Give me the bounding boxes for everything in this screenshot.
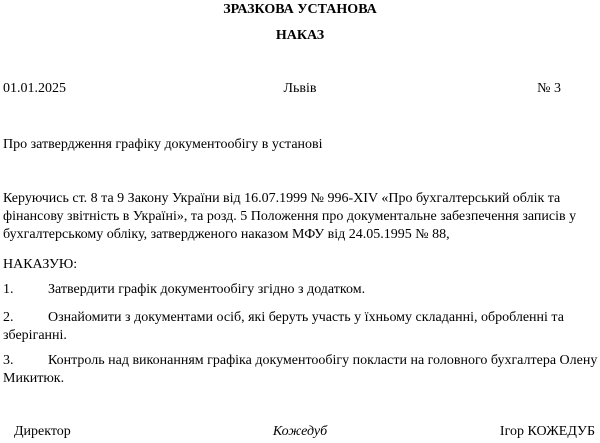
preamble-line: Керуючись ст. 8 та 9 Закону України від 16.07.1999 № 996-XIV «Про бухгалтерський облік та <box>3 191 561 206</box>
order-item-text: Контроль над виконанням графіка документообігу покласти на головного бухгалтера Олену <box>48 353 598 368</box>
document-subject: Про затвердження графіку документообігу в установі <box>3 137 323 152</box>
preamble-line: фінансову звітність в Україні», та розд. 5 Положення про документальне забезпечення записів у <box>3 209 577 224</box>
document-number: № 3 <box>537 81 561 96</box>
document-type-title: НАКАЗ <box>275 28 325 43</box>
order-heading: НАКАЗУЮ: <box>3 257 78 272</box>
order-item-number: 1. <box>3 282 14 297</box>
order-item-number: 2. <box>3 310 14 325</box>
order-item-number: 3. <box>3 353 14 368</box>
preamble-paragraph <box>3 190 583 244</box>
signatory-name: Ігор КОЖЕДУБ <box>499 424 595 439</box>
preamble-line: бухгалтерському обліку, затвердженого наказом МФУ від 24.05.1995 № 88, <box>3 227 450 242</box>
order-item-text-continued: зберіганні. <box>3 328 67 343</box>
order-item-text: Затвердити графік документообігу згідно з додатком. <box>48 282 366 297</box>
signatory-position: Директор <box>14 424 71 439</box>
document-date: 01.01.2025 <box>3 81 66 96</box>
organization-name: ЗРАЗКОВА УСТАНОВА <box>223 2 377 17</box>
order-item-text-continued: Микитюк. <box>3 371 65 386</box>
document-city: Львів <box>283 81 317 96</box>
handwritten-signature: Кожедуб <box>272 424 328 439</box>
order-item-text: Ознайомити з документами осіб, які беруть участь у їхньому складанні, обробленні та <box>48 310 564 325</box>
